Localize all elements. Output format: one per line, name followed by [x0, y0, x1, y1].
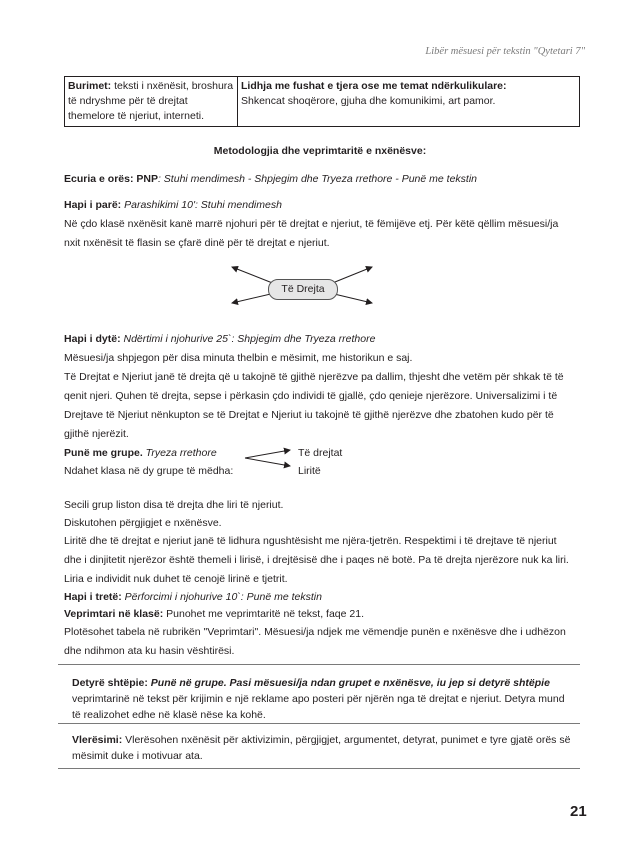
- step3-label: Hapi i tretë:: [64, 591, 122, 603]
- page-number: 21: [570, 803, 587, 820]
- step2-title: Ndërtimi i njohurive 25`: Shpjegim dhe Tryeza rrethore: [120, 333, 376, 345]
- homework-block: [72, 675, 572, 723]
- group-work-method: Tryeza rrethore: [142, 447, 217, 459]
- evaluation-block: [72, 732, 572, 764]
- homework-body: veprimtarinë në tekst për krijimin e një reklame apo posteri për njërën nga të drejtat e njeriut. Detyra mund të realizohet edhe në klasë nëse ka kohë.: [72, 693, 565, 721]
- step1-body: Në çdo klasë nxënësit kanë marrë njohuri për të drejtat e njeriut, të fëmijëve etj. Për këtë qëllim mësuesi/ja nxit nxënësit të flasin se çfarë dinë për të drejtat e njeriut.: [64, 218, 559, 249]
- group-b-label: Liritë: [298, 465, 321, 477]
- divider-top: [58, 664, 580, 665]
- class-activity-label: Veprimtari në klasë:: [64, 608, 164, 620]
- divider-middle: [58, 723, 580, 724]
- links-text: Shkencat shoqërore, gjuha dhe komunikimi, art pamor.: [241, 95, 496, 107]
- step2-heading: [64, 330, 576, 349]
- group-work-line1: Secili grup liston disa të drejta dhe liri të njeriut.: [64, 499, 284, 511]
- resources-text: teksti i nxënësit, broshura të ndryshme për të drejtat themelore të njeriut, interneti.: [68, 80, 234, 122]
- step3-title: Përforcimi i njohurive 10`: Punë me tekstin: [121, 591, 322, 603]
- links-label: Lidhja me fushat e tjera ose me temat ndërkulikulare:: [241, 80, 507, 92]
- homework-label: Detyrë shtëpie:: [72, 677, 148, 689]
- evaluation-label: Vlerësimi:: [72, 734, 123, 746]
- class-activity: [64, 605, 576, 624]
- step2-label: Hapi i dytë:: [64, 333, 121, 345]
- sequence-label: Ecuria e orës: PNP: [64, 173, 158, 185]
- step3-body: Plotësohet tabela në rubrikën "Veprimtari". Mësuesi/ja ndjek me vëmendje punën e nxënësve dhe i udhëzon dhe ndihmon ata ku hasin vështirësi.: [64, 626, 566, 657]
- group-work-line2: Diskutohen përgjigjet e nxënësve.: [64, 517, 222, 529]
- resources-label: Burimet:: [68, 80, 112, 92]
- group-work-label: Punë me grupe.: [64, 447, 143, 459]
- class-activity-text: Punohet me veprimtaritë në tekst, faqe 21.: [163, 608, 364, 620]
- step2-body: Të Drejtat e Njeriut janë të drejta që u takojnë të gjithë njerëzve pa dallim, thjesht dhe vetëm për shkak të të qenit njeri. Quhen të drejta, sepse i përkasin çdo individi të gjallë, çdo qenieje njerëzore. Universalizimi i të Drejtave të Njeriut nënkupton se të Drejtat e Njeriut iu takojnë të gjithë njerëzve dhe zbatohen kudo për të gjithë njerëzit.: [64, 371, 564, 440]
- group-work-heading: [64, 444, 244, 463]
- section-title: Metodologjia dhe veprimtaritë e nxënësve:: [213, 145, 427, 157]
- homework-lead: Punë në grupe. Pasi mësuesi/ja ndan grupet e nxënësve, iu jep si detyrë shtëpie: [147, 677, 550, 689]
- step2-line1: Mësuesi/ja shpjegon për disa minuta thelbin e mësimit, me historikun e saj.: [64, 352, 413, 364]
- step1-title: Parashikimi 10': Stuhi mendimesh: [121, 199, 282, 211]
- group-a-label: Të drejtat: [298, 447, 343, 459]
- sequence-text: : Stuhi mendimesh - Shpjegim dhe Tryeza rrethore - Punë me tekstin: [157, 173, 477, 185]
- group-work-body: Liritë dhe të drejtat e njeriut janë të lidhura ngushtësisht me njëra-tjetrën. Respektimi i të drejtave të njeriut dhe i dinjitetit njerëzor është themeli i lirisë, i drejtësisë dhe i paqes në botë. Pa të drejta njerëzore nuk ka liri. Liria e individit nuk duhet të cenojë lirinë e tjetrit.: [64, 535, 569, 585]
- running-header: Libër mësuesi për tekstin "Qytetari 7": [425, 46, 585, 57]
- divider-bottom: [58, 768, 580, 769]
- evaluation-text: Vlerësohen nxënësit për aktivizimin, përgjigjet, argumentet, detyrat, punimet e tyre gjatë orës së mësimit duke i motivuar ata.: [72, 734, 571, 762]
- step1-label: Hapi i parë:: [64, 199, 122, 211]
- group-split-text: Ndahet klasa në dy grupe të mëdha:: [64, 465, 234, 477]
- rights-bubble: Të Drejta: [268, 279, 338, 300]
